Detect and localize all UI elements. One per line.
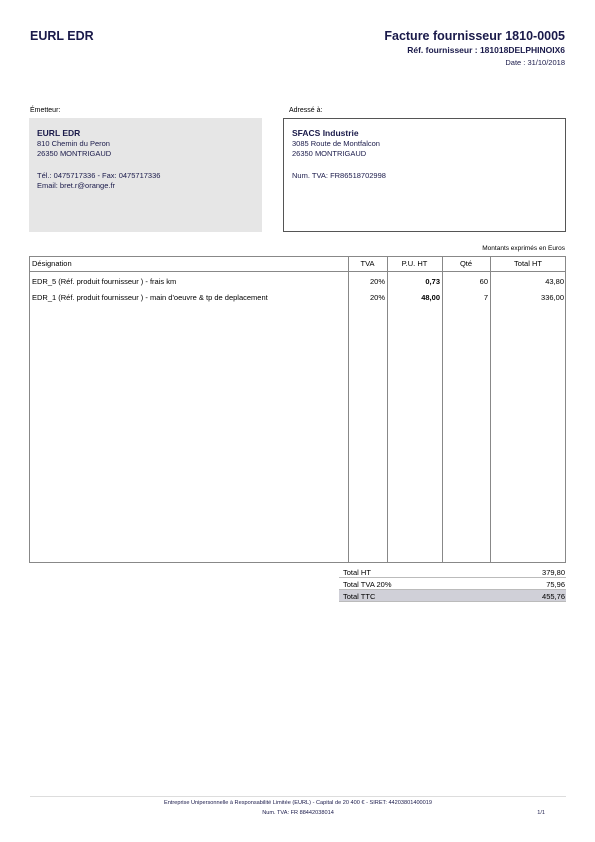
sender-box [29, 118, 262, 232]
table-header-divider [29, 271, 566, 272]
total-ht-value: 379,80 [542, 568, 565, 577]
total-tva-label: Total TVA 20% [343, 580, 392, 589]
recipient-name: SFACS Industrie [292, 128, 359, 138]
footer-legal-line: Entreprise Unipersonnelle à Responsabilité Limitée (EURL) - Capital de 20 400 € - SIRET: 44203801400019 [163, 800, 433, 806]
invoice-title: Facture fournisseur 1810-0005 [384, 29, 565, 43]
column-header-quantity: Qté [459, 259, 473, 268]
row-unit-price: 0,73 [425, 277, 440, 286]
total-ttc-label: Total TTC [343, 592, 376, 601]
total-tva-row [339, 578, 566, 590]
column-divider [387, 256, 388, 563]
total-ttc-row [339, 590, 566, 602]
column-header-unit-price: P.U. HT [401, 259, 428, 268]
supplier-reference: Réf. fournisseur : 181018DELPHINOIX6 [407, 45, 565, 55]
column-divider [490, 256, 491, 563]
sender-address-line2: 26350 MONTRIGAUD [37, 149, 112, 158]
recipient-address-line1: 3085 Route de Montfalcon [292, 138, 380, 148]
invoice-date: Date : 31/10/2018 [505, 58, 565, 67]
recipient-box [283, 118, 566, 232]
recipient-vat: Num. TVA: FR86518702998 [292, 170, 386, 180]
row-designation: EDR_1 (Réf. produit fournisseur ) - main d'oeuvre & tp de deplacement [32, 293, 268, 302]
total-ht-row [339, 566, 566, 578]
row-tva: 20% [369, 293, 385, 302]
sender-phone-fax: Tél.: 0475717336 - Fax: 0475717336 [37, 170, 161, 180]
column-header-total-ht: Total HT [514, 259, 542, 268]
column-header-designation: Désignation [32, 259, 72, 268]
row-tva: 20% [369, 277, 385, 286]
row-quantity: 60 [479, 277, 488, 286]
footer-divider [30, 796, 566, 797]
total-ht-label: Total HT [343, 568, 371, 577]
sender-name: EURL EDR [37, 128, 81, 138]
sender-label: Émetteur: [30, 107, 61, 114]
row-total-ht: 43,80 [545, 277, 564, 286]
company-name: EURL EDR [30, 29, 94, 43]
total-ttc-value: 455,76 [542, 592, 565, 601]
sender-address-line1: 810 Chemin du Peron [37, 138, 110, 148]
row-designation: EDR_5 (Réf. produit fournisseur ) - frais km [32, 277, 177, 286]
row-total-ht: 336,00 [541, 293, 564, 302]
column-divider [442, 256, 443, 563]
column-header-tva: TVA [360, 259, 375, 268]
recipient-label: Adressé à: [289, 107, 323, 114]
sender-email: Email: bret.r@orange.fr [37, 181, 116, 190]
footer-vat-line: Num. TVA: FR 88442038014 [262, 810, 334, 816]
column-divider [348, 256, 349, 563]
page-number: 1/1 [537, 810, 545, 816]
recipient-address-line2: 26350 MONTRIGAUD [292, 149, 367, 158]
invoice-lines-table [29, 256, 566, 563]
row-unit-price: 48,00 [421, 293, 440, 302]
currency-note: Montants exprimés en Euros [482, 245, 565, 252]
total-tva-value: 75,96 [546, 580, 565, 589]
row-quantity: 7 [483, 293, 488, 302]
